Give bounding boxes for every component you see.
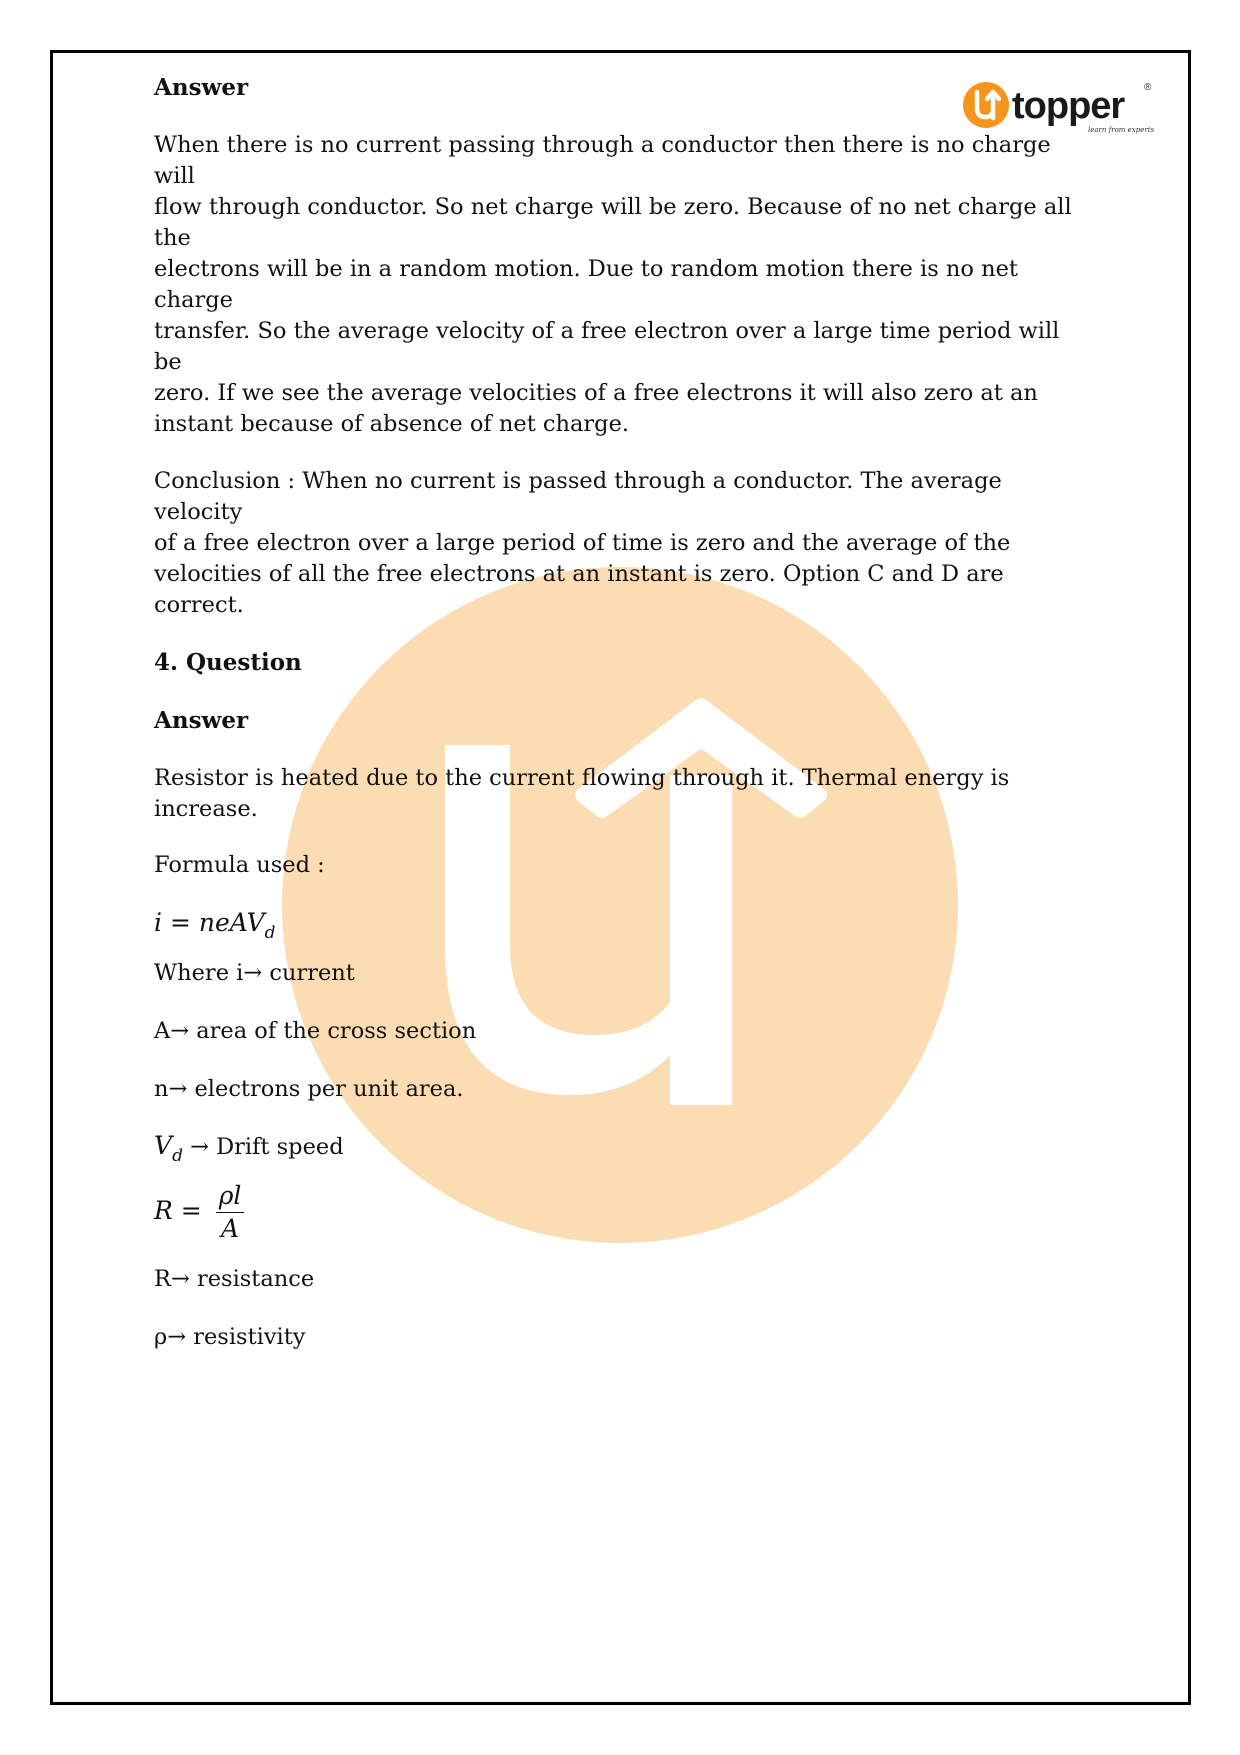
vd-symbol: $V_d$: [154, 1131, 183, 1166]
formula2-lhs: R: [154, 1196, 173, 1225]
answer-line: instant because of absence of net charge.: [154, 411, 630, 437]
answer-heading-2: Answer: [154, 707, 249, 734]
intro-line: increase.: [154, 796, 258, 822]
formula-rhs: neAV: [198, 908, 265, 937]
conclusion-line: of a free electron over a large period of time is zero and the average of the: [154, 530, 1011, 556]
fraction-denominator: A: [221, 1214, 240, 1243]
logo-registered: ®: [1144, 82, 1152, 93]
logo-tagline: learn from experts: [1088, 126, 1155, 134]
resistance-formula: [154, 1181, 1094, 1244]
answer-line: When there is no current passing through a conductor then there is no charge will: [154, 132, 1051, 189]
logo-wordmark: topper: [1012, 85, 1125, 127]
conclusion-line: velocities of all the free electrons at an instant is zero. Option C and D are correct.: [154, 561, 1004, 618]
definition-drift-speed: [154, 1130, 1094, 1166]
fraction-numerator: ρl: [216, 1181, 245, 1213]
definition-resistivity: ρ→ resistivity: [154, 1324, 306, 1350]
formula2-equals: =: [180, 1196, 202, 1225]
conclusion-paragraph: [154, 466, 1094, 621]
definition-electrons: n→ electrons per unit area.: [154, 1076, 464, 1102]
document-content: [154, 72, 1094, 1353]
intro-paragraph: [154, 763, 1094, 825]
answer-heading-1: Answer: [154, 74, 249, 101]
vd-text: → Drift speed: [190, 1134, 344, 1160]
answer-line: zero. If we see the average velocities of a free electrons it will also zero at an: [154, 380, 1038, 406]
formula-equals: =: [169, 908, 191, 937]
question-heading: 4. Question: [154, 649, 302, 676]
definition-area: A→ area of the cross section: [154, 1018, 477, 1044]
answer-line: flow through conductor. So net charge will be zero. Because of no net charge all the: [154, 194, 1072, 251]
conclusion-line: Conclusion : When no current is passed through a conductor. The average velocity: [154, 468, 1002, 525]
answer-paragraph-1: [154, 130, 1094, 440]
topper-logo-icon: [960, 78, 1160, 140]
formula-subscript: d: [264, 923, 276, 943]
formula-label: Formula used :: [154, 852, 325, 878]
fraction: [216, 1181, 245, 1244]
formula-lhs: i: [154, 908, 162, 937]
definition-current: Where i→ current: [154, 960, 355, 986]
definition-resistance: R→ resistance: [154, 1266, 315, 1292]
current-formula: [154, 907, 1094, 943]
intro-line: Resistor is heated due to the current flowing through it. Thermal energy is: [154, 765, 1010, 791]
answer-line: transfer. So the average velocity of a free electron over a large time period will be: [154, 318, 1060, 375]
answer-line: electrons will be in a random motion. Due to random motion there is no net charge: [154, 256, 1018, 313]
